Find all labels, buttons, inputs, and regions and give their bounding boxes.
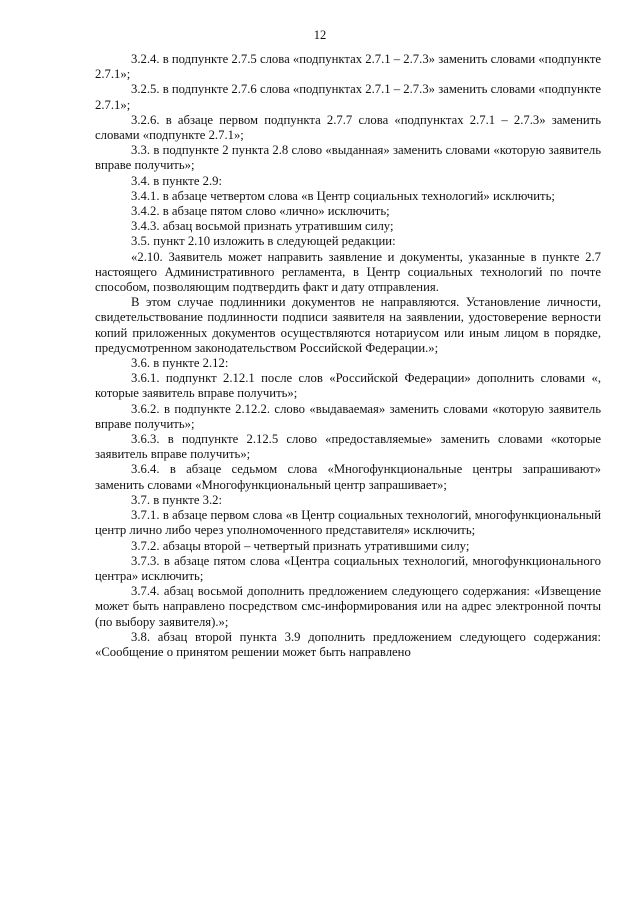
paragraph: В этом случае подлинники документов не направляются. Установление личности, свидетельствование подлинности подписи заявителя на заявлении, удостоверение верности копий приложенных документов осуществляются нотариусом или иным лицом в порядке, предусмотренном законодательством Российской Федерации.»; [95, 295, 601, 355]
paragraph: 3.2.5. в подпункте 2.7.6 слова «подпунктах 2.7.1 – 2.7.3» заменить словами «подпункте 2.7.1»; [95, 82, 601, 112]
paragraph: 3.4.3. абзац восьмой признать утратившим силу; [131, 219, 394, 234]
paragraph: 3.7.2. абзацы второй – четвертый признать утратившими силу; [131, 538, 470, 553]
paragraph: 3.6.4. в абзаце седьмом слова «Многофункциональные центры запрашивают» заменить словами «Многофункциональный центр запрашивает»; [95, 462, 601, 492]
paragraph: 3.7.1. в абзаце первом слова «в Центр социальных технологий, многофункциональный центр лично либо через уполномоченного представителя» исключить; [95, 508, 601, 538]
paragraph: 3.4. в пункте 2.9: [131, 173, 223, 188]
paragraph: 3.6.3. в подпункте 2.12.5 слово «предоставляемые» заменить словами «которые заявитель вправе получить»; [95, 432, 601, 462]
paragraph: 3.8. абзац второй пункта 3.9 дополнить предложением следующего содержания: «Сообщение о принятом решении может быть направлено [95, 629, 601, 659]
paragraph: 3.7. в пункте 3.2: [131, 492, 223, 507]
paragraph: 3.6.1. подпункт 2.12.1 после слов «Российской Федерации» дополнить словами «, которые заявитель вправе получить»; [95, 371, 601, 401]
page-number: 12 [313, 28, 327, 42]
paragraph: 3.3. в подпункте 2 пункта 2.8 слово «выданная» заменить словами «которую заявитель вправе получить»; [95, 143, 601, 173]
paragraph: 3.6. в пункте 2.12: [131, 356, 229, 371]
paragraph: 3.7.3. в абзаце пятом слова «Центра социальных технологий, многофункционального центра» исключить; [95, 553, 601, 583]
paragraph: 3.4.2. в абзаце пятом слово «лично» исключить; [131, 204, 390, 219]
paragraph: 3.4.1. в абзаце четвертом слова «в Центр социальных технологий» исключить; [131, 188, 555, 203]
paragraph: 3.7.4. абзац восьмой дополнить предложением следующего содержания: «Извещение может быть направлено посредством смс-информирования или на адрес электронной почты (по выбору заявителя).»; [95, 584, 601, 629]
document-body [95, 52, 601, 660]
paragraph: 3.6.2. в подпункте 2.12.2. слово «выдаваемая» заменить словами «которую заявитель вправе получить»; [95, 401, 601, 431]
paragraph: 3.2.6. в абзаце первом подпункта 2.7.7 слова «подпунктах 2.7.1 – 2.7.3» заменить словами «подпункте 2.7.1»; [95, 112, 601, 143]
paragraph: 3.2.4. в подпункте 2.7.5 слова «подпунктах 2.7.1 – 2.7.3» заменить словами «подпункте 2.7.1»; [95, 52, 601, 82]
paragraph: 3.5. пункт 2.10 изложить в следующей редакции: [131, 234, 396, 249]
paragraph: «2.10. Заявитель может направить заявление и документы, указанные в пункте 2.7 настоящего Административного регламента, в Центр социальных технологий по почте способом, позволяющим подтвердить факт и дату отправления. [95, 249, 601, 295]
